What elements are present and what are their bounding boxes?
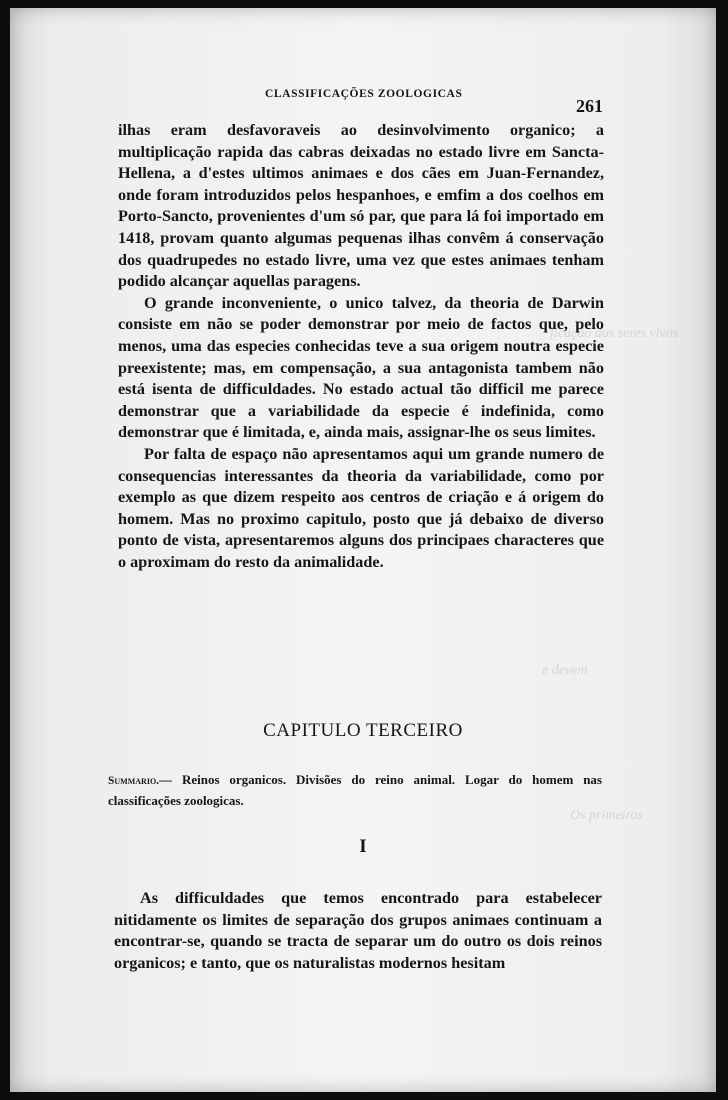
running-head: CLASSIFICAÇÕES ZOOLOGICAS	[265, 88, 463, 100]
section-text	[114, 888, 602, 974]
show-through-text: e devem	[542, 663, 588, 678]
summary-text: — Reinos organicos. Divisões do reino animal. Logar do homem nas classificações zoologicas.	[108, 772, 602, 808]
show-through-text: Os primeiros	[570, 808, 643, 823]
main-text	[118, 120, 604, 573]
show-through-text: ficação dos seres vivos	[550, 326, 679, 341]
chapter-title: CAPITULO TERCEIRO	[263, 720, 463, 741]
paragraph-3: Por falta de espaço não apresentamos aqui um grande numero de consequencias interessantes da theoria da variabilidade, como por exemplo as que dizem respeito aos centros de criação e á origem do homem. Mas no proximo capitulo, posto que já debaixo de diverso ponto de vista, apresentaremos alguns dos principaes characteres que o aproximam do resto da animalidade.	[118, 444, 604, 571]
book-page	[10, 8, 716, 1092]
summary-label: Summario.	[108, 775, 160, 787]
paragraph-1: ilhas eram desfavoraveis ao desinvolvimento organico; a multiplicação rapida das cabras deixadas no estado livre em Sancta-Hellena, a d'estes ultimos animaes e dos cães em Juan-Fernandez, onde foram introduzidos pelos hespanhoes, e emfim a dos coelhos em Porto-Sancto, provenientes d'um só par, que para lá foi importado em 1418, provam quanto algumas pequenas ilhas convêm á conservação dos quadrupedes no estado livre, uma vez que estes animaes tenham podido alcançar aquellas paragens.	[118, 121, 604, 291]
chapter-summary	[108, 770, 602, 810]
paragraph-2: O grande inconveniente, o unico talvez, da theoria de Darwin consiste em não se poder demonstrar por meio de factos que, pelo menos, uma das especies conhecidas teve a sua origem noutra especie preexistente; mas, em compensação, a sua antagonista tambem não está isenta de difficuldades. No estado actual tão difficil me parece demonstrar que a variabilidade da especie é indefinida, como demonstrar que é limitada, e, ainda mais, assignar-lhe os seus limites.	[118, 293, 604, 442]
page-number: 261	[576, 96, 603, 116]
section-number: I	[359, 836, 367, 857]
section-paragraph: As difficuldades que temos encontrado para estabelecer nitidamente os limites de separação dos grupos animaes continuam a encontrar-se, quando se tracta de separar um do outro os dois reinos organicos; e tanto, que os naturalistas modernos hesitam	[114, 889, 602, 972]
